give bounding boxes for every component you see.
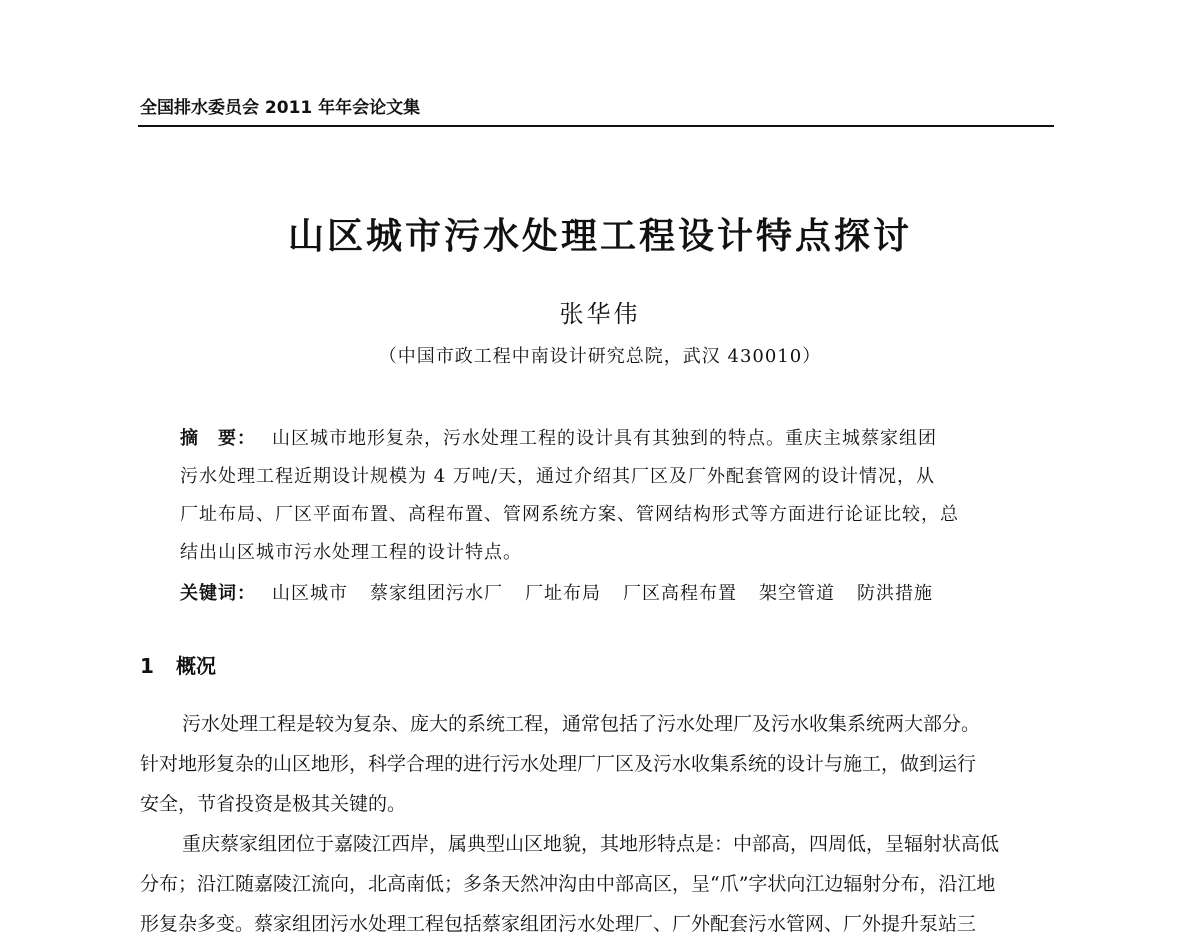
keyword: 厂区高程布置 xyxy=(623,583,737,604)
paper-author: 张华伟 xyxy=(559,300,641,328)
keyword: 厂址布局 xyxy=(525,583,601,604)
abstract-label: 摘 要： xyxy=(180,428,256,449)
keyword: 山区城市 xyxy=(272,583,348,604)
keyword: 架空管道 xyxy=(759,583,835,604)
section-heading xyxy=(140,650,216,679)
running-header: 全国排水委员会 2011 年年会论文集 xyxy=(140,98,421,118)
body-text xyxy=(140,704,1060,944)
paper-title: 山区城市污水处理工程设计特点探讨 xyxy=(287,216,912,257)
paragraph-line: 污水处理工程是较为复杂、庞大的系统工程，通常包括了污水处理厂及污水收集系统两大部分。 xyxy=(182,713,981,735)
abstract-line xyxy=(180,420,1020,458)
paragraph-line: 针对地形复杂的山区地形，科学合理的进行污水处理厂厂区及污水收集系统的设计与施工，做到运行 xyxy=(140,753,977,775)
keyword: 防洪措施 xyxy=(857,583,933,604)
keywords-label: 关键词： xyxy=(180,583,256,604)
abstract-text: 山区城市地形复杂，污水处理工程的设计具有其独到的特点。重庆主城蔡家组团 xyxy=(272,428,937,449)
abstract xyxy=(180,420,1020,572)
paragraph-line: 形复杂多变。蔡家组团污水处理工程包括蔡家组团污水处理厂、厂外配套污水管网、厂外提升泵站三 xyxy=(140,913,977,935)
paragraph-line: 重庆蔡家组团位于嘉陵江西岸，属典型山区地貌，其地形特点是：中部高，四周低，呈辐射状高低 xyxy=(182,833,1000,855)
keyword: 蔡家组团污水厂 xyxy=(370,583,503,604)
abstract-line: 污水处理工程近期设计规模为 4 万吨/天，通过介绍其厂区及厂外配套管网的设计情况，从 xyxy=(180,466,935,487)
paragraph-line: 分布；沿江随嘉陵江流向，北高南低；多条天然冲沟由中部高区，呈“爪”字状向江边辐射分布，沿江地 xyxy=(140,873,996,895)
header-rule xyxy=(138,125,1054,127)
abstract-line: 结出山区城市污水处理工程的设计特点。 xyxy=(180,542,522,563)
keywords xyxy=(180,576,955,612)
paragraph-line: 安全，节省投资是极其关键的。 xyxy=(140,793,407,815)
section-title: 概况 xyxy=(176,654,216,678)
section-number: 1 xyxy=(140,654,154,678)
abstract-line: 厂址布局、厂区平面布置、高程布置、管网系统方案、管网结构形式等方面进行论证比较，总 xyxy=(180,504,959,525)
paper-affiliation: （中国市政工程中南设计研究总院，武汉 430010） xyxy=(378,346,822,367)
